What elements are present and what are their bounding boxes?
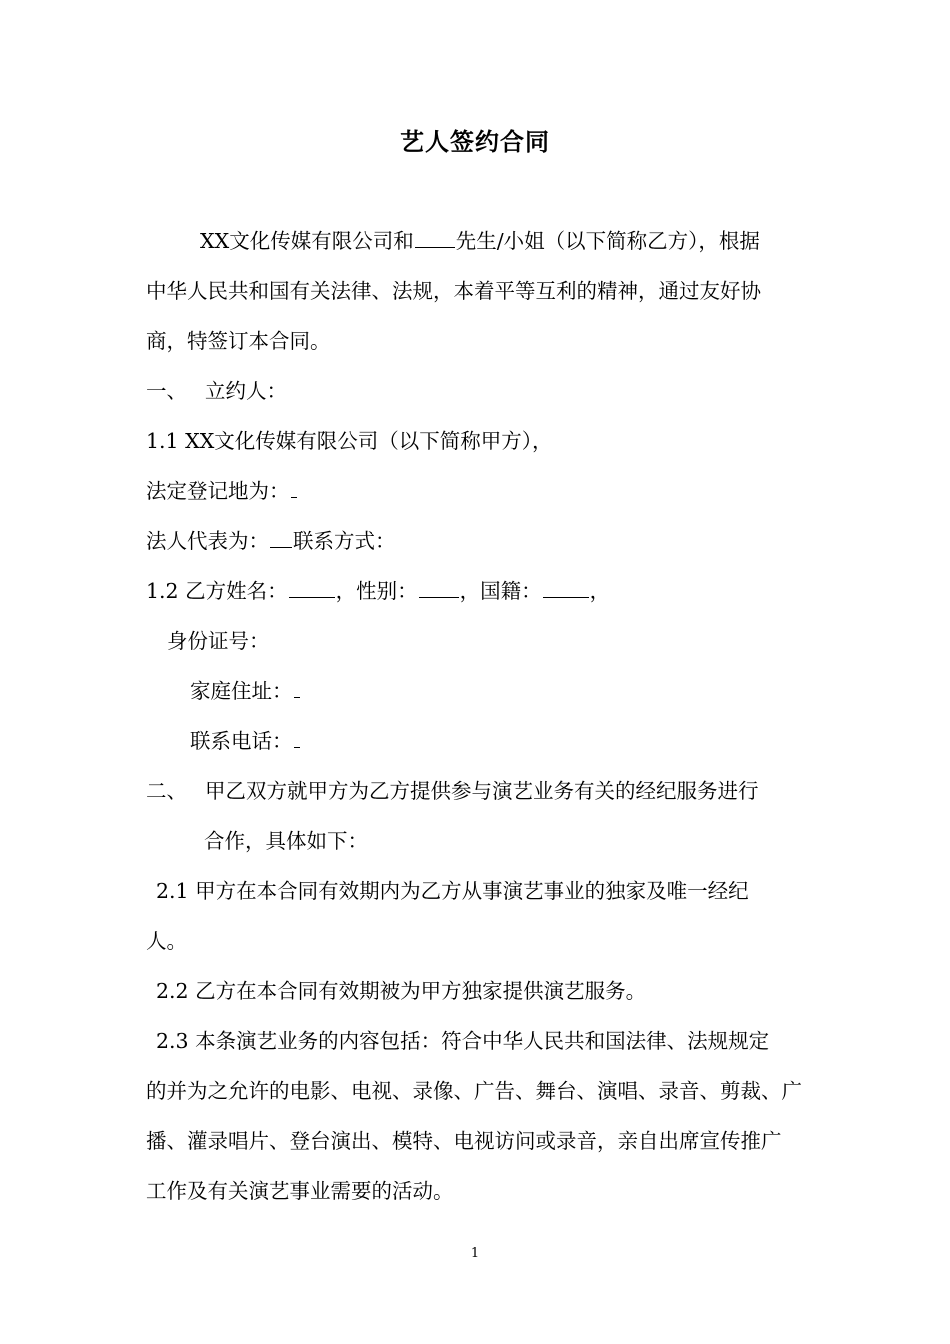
field-label: ， <box>589 579 611 603</box>
field-label: 联系方式： <box>293 529 396 553</box>
legal-rep-line <box>146 526 396 556</box>
blank-field <box>291 477 297 498</box>
section-number: 一、 <box>146 379 187 403</box>
section-1-heading <box>146 376 287 406</box>
field-label: ，国籍： <box>459 579 542 603</box>
section-title: 甲乙双方就甲方为乙方提供参与演艺业务有关的经纪服务进行 <box>205 779 759 803</box>
field-label: 法定登记地为： <box>146 479 290 503</box>
intro-line-3: 商，特签订本合同。 <box>146 329 331 353</box>
field-label: 法人代表为： <box>146 529 269 553</box>
field-label: ，性别： <box>335 579 418 603</box>
section-number: 二、 <box>146 779 187 803</box>
field-label: 家庭住址： <box>190 679 293 703</box>
intro-text: 先生/小姐（以下简称乙方），根据 <box>455 229 760 253</box>
clause-2-3-line-4: 工作及有关演艺事业需要的活动。 <box>146 1179 454 1203</box>
intro-line-2: 中华人民共和国有关法律、法规，本着平等互利的精神，通过友好协 <box>146 279 761 303</box>
field-label: 1.2 乙方姓名： <box>146 579 288 603</box>
phone-line <box>190 726 301 756</box>
clause-2-1-line-1: 2.1 甲方在本合同有效期内为乙方从事演艺事业的独家及唯一经纪 <box>156 879 749 903</box>
clause-2-1-line-2: 人。 <box>146 929 187 953</box>
blank-field <box>270 527 292 548</box>
blank-field <box>415 227 455 248</box>
section-2-heading <box>146 776 759 806</box>
id-number-line: 身份证号： <box>167 629 270 653</box>
document-title: 艺人签约合同 <box>400 127 550 156</box>
page-number: 1 <box>470 1246 480 1261</box>
field-label: 联系电话： <box>190 729 293 753</box>
intro-text: XX文化传媒有限公司和 <box>200 229 414 253</box>
blank-field <box>543 577 589 598</box>
section-2-heading-cont: 合作，具体如下： <box>204 829 368 853</box>
home-address-line <box>190 676 301 706</box>
clause-2-3-line-1: 2.3 本条演艺业务的内容包括：符合中华人民共和国法律、法规规定 <box>156 1029 770 1053</box>
blank-field <box>289 577 335 598</box>
clause-1-2 <box>146 576 610 606</box>
registered-address-line <box>146 476 298 506</box>
clause-2-2: 2.2 乙方在本合同有效期被为甲方独家提供演艺服务。 <box>156 979 647 1003</box>
clause-2-3-line-3: 播、灌录唱片、登台演出、模特、电视访问或录音，亲自出席宣传推广 <box>146 1129 782 1153</box>
blank-field <box>294 677 300 698</box>
intro-line-1 <box>200 226 760 256</box>
clause-2-3-line-2: 的并为之允许的电影、电视、录像、广告、舞台、演唱、录音、剪裁、广 <box>146 1079 802 1103</box>
blank-field <box>294 727 300 748</box>
blank-field <box>419 577 459 598</box>
clause-1-1: 1.1 XX文化传媒有限公司（以下简称甲方）， <box>146 429 553 453</box>
section-title: 立约人： <box>205 379 287 403</box>
